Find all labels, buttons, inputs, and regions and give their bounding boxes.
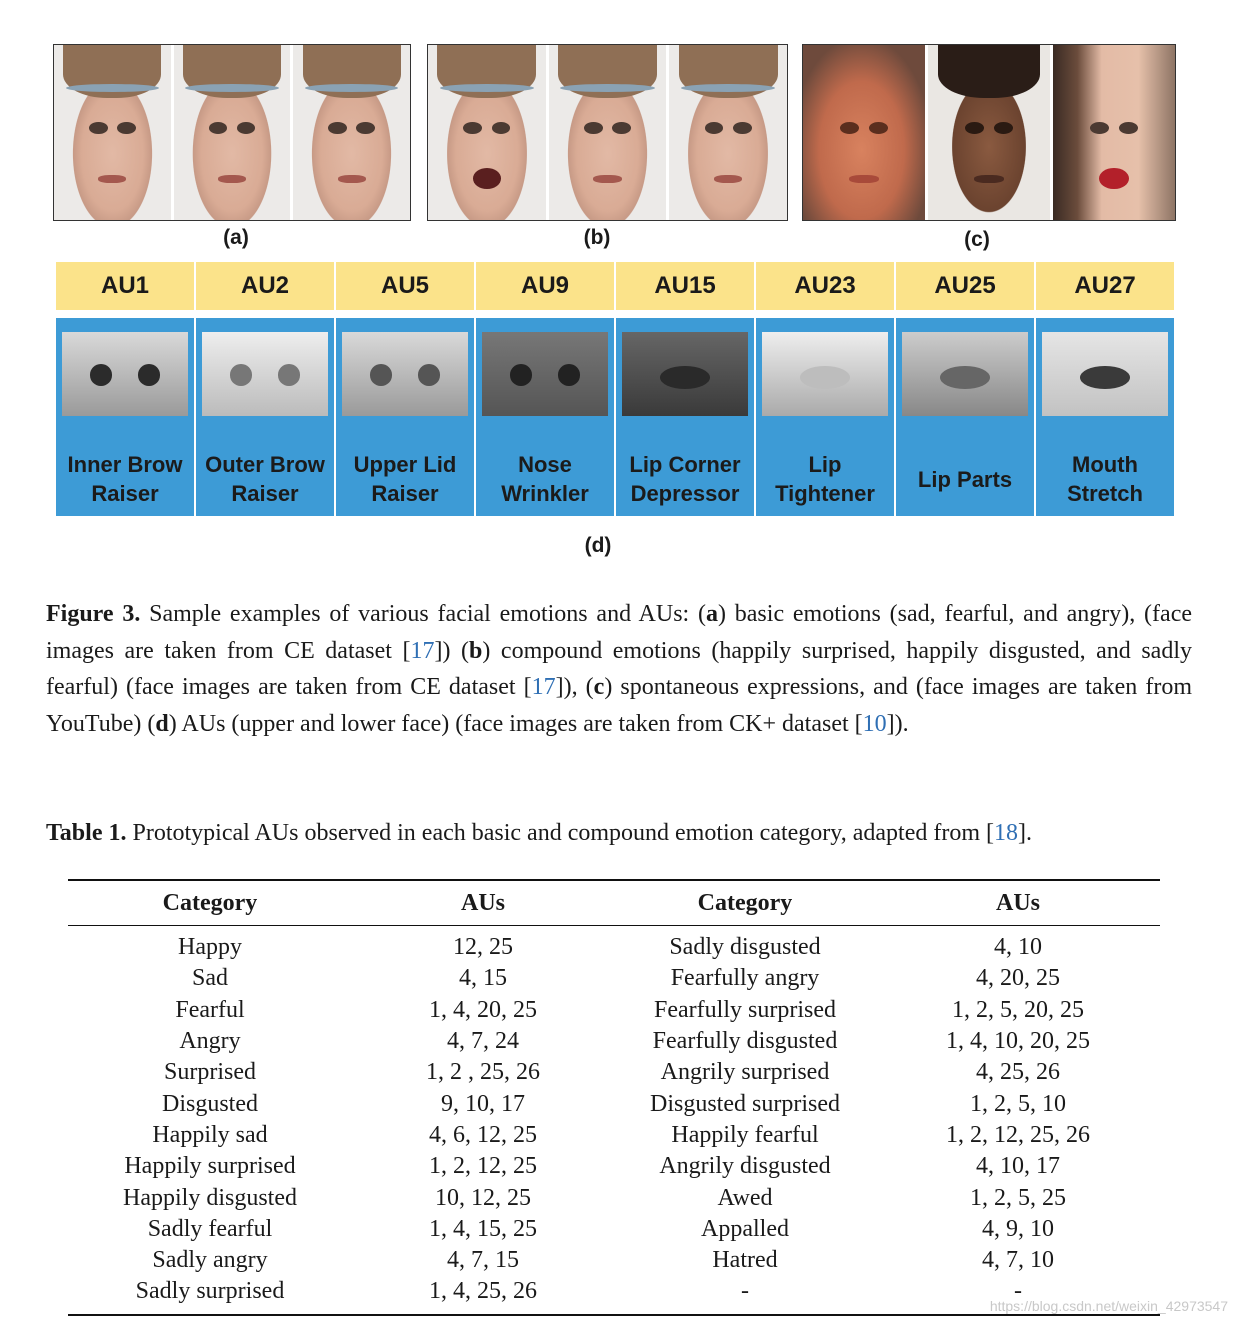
caption-text: ) spontaneous expressions, and (face images are taken from YouTube) (	[46, 674, 1192, 737]
caption-text: Prototypical AUs observed in each basic and compound emotion category, adapted from [	[126, 820, 995, 846]
au-cell	[896, 318, 1036, 516]
caption-text: ]), (	[555, 674, 594, 700]
panel-a-images	[53, 44, 411, 221]
table-cell: Fearfully surprised	[654, 996, 836, 1023]
table-cell: Happily surprised	[124, 1153, 296, 1180]
table-row	[68, 1151, 1160, 1182]
caption-letter: c	[593, 674, 605, 700]
table-cell: 4, 7, 15	[447, 1247, 519, 1274]
table-cell: 1, 2, 5, 20, 25	[952, 996, 1084, 1023]
table-row	[68, 963, 1160, 994]
column-header: Category	[162, 889, 258, 916]
table-row	[68, 932, 1160, 963]
table-caption	[46, 815, 1192, 852]
table-cell: 1, 4, 20, 25	[429, 996, 537, 1023]
table-body	[68, 932, 1160, 1308]
au-image-eyes	[202, 332, 328, 416]
caption-letter: b	[469, 637, 483, 664]
table-cell: Appalled	[701, 1215, 789, 1242]
table-cell: Sadly fearful	[147, 1215, 273, 1242]
au-image-eyes	[62, 332, 188, 416]
table-cell: Surprised	[164, 1059, 256, 1086]
table-header-row	[68, 881, 1160, 925]
table-cell: 1, 4, 10, 20, 25	[946, 1028, 1090, 1055]
table-cell: 4, 15	[459, 965, 507, 992]
table-row	[68, 1214, 1160, 1245]
caption-text: ]).	[886, 710, 909, 737]
table-cell: Angry	[179, 1028, 241, 1055]
au-image-mouth	[622, 332, 748, 416]
au-code: AU25	[896, 262, 1036, 310]
au-code: AU9	[476, 262, 616, 310]
table-row	[68, 1026, 1160, 1057]
table-cell: Happy	[178, 934, 242, 961]
au-name: Lip Corner Depressor	[629, 452, 741, 506]
table-row	[68, 1088, 1160, 1119]
au-image-mouth	[762, 332, 888, 416]
table-cell: Awed	[717, 1184, 773, 1211]
watermark: https://blog.csdn.net/weixin_42973547	[989, 1298, 1228, 1314]
au-image-eyes	[342, 332, 468, 416]
table-cell: 1, 2 , 25, 26	[426, 1059, 540, 1086]
caption-letter: d	[155, 710, 169, 737]
face-image-happily-surprised	[428, 45, 549, 220]
face-image-angry	[293, 45, 410, 220]
table-cell: 1, 2, 12, 25, 26	[946, 1121, 1090, 1148]
table-row	[68, 1057, 1160, 1088]
panel-c-images	[802, 44, 1176, 221]
face-image-spontaneous-3	[1053, 45, 1175, 220]
au-table	[68, 879, 1160, 1316]
table-cell: 4, 7, 24	[447, 1028, 519, 1055]
column-header: AUs	[995, 889, 1040, 916]
au-cell	[196, 318, 336, 516]
table-cell: Disgusted surprised	[650, 1090, 840, 1117]
table-cell: Hatred	[712, 1247, 778, 1274]
table-row	[68, 995, 1160, 1026]
au-cell	[756, 318, 896, 516]
face-image-happily-disgusted	[549, 45, 670, 220]
figure-label: Figure 3.	[46, 601, 141, 627]
table-cell: -	[1014, 1278, 1022, 1305]
au-code: AU2	[196, 262, 336, 310]
table-cell: 4, 9, 10	[982, 1215, 1054, 1242]
table-cell: 4, 25, 26	[976, 1059, 1060, 1086]
au-name: Lip Parts	[917, 466, 1013, 492]
table-cell: 4, 20, 25	[976, 965, 1060, 992]
citation-link[interactable]: 18	[994, 820, 1019, 846]
face-image-fearful	[174, 45, 294, 220]
au-code: AU15	[616, 262, 756, 310]
au-cell	[616, 318, 756, 516]
table-row	[68, 1120, 1160, 1151]
table-cell: 1, 4, 15, 25	[429, 1215, 537, 1242]
caption-letter: a	[706, 601, 718, 627]
caption-text: ].	[1018, 820, 1033, 846]
citation-link[interactable]: 17	[531, 674, 556, 700]
table-cell: Happily fearful	[671, 1121, 819, 1148]
face-image-spontaneous-1	[803, 45, 928, 220]
panel-a-label: (a)	[223, 226, 249, 249]
face-image-sadly-fearful	[669, 45, 787, 220]
panel-b-images	[427, 44, 788, 221]
panel-b-label: (b)	[583, 226, 611, 249]
column-header: Category	[697, 889, 793, 916]
citation-link[interactable]: 17	[410, 637, 435, 664]
table-cell: Sad	[192, 965, 228, 992]
table-cell: Fearfully disgusted	[652, 1028, 838, 1055]
face-image-spontaneous-2	[928, 45, 1053, 220]
table-cell: 4, 10	[994, 934, 1042, 961]
table-row	[68, 1182, 1160, 1213]
caption-text: ]) (	[434, 637, 470, 664]
table-cell: Angrily disgusted	[659, 1153, 831, 1180]
au-cell	[56, 318, 196, 516]
au-code: AU5	[336, 262, 476, 310]
au-image-mouth	[1042, 332, 1168, 416]
table-cell: Sadly angry	[152, 1247, 268, 1274]
face-image-sad	[54, 45, 174, 220]
table-cell: Happily sad	[152, 1121, 268, 1148]
caption-text: ) basic emotions (sad, fearful, and angry), (face images are taken from CE dataset [	[46, 601, 1192, 664]
au-cell	[1036, 318, 1174, 516]
au-cell	[476, 318, 616, 516]
table-label: Table 1.	[46, 820, 127, 846]
au-image-nose	[482, 332, 608, 416]
au-cell	[336, 318, 476, 516]
au-name: Outer Brow Raiser	[205, 452, 325, 506]
au-header-row	[56, 262, 1174, 310]
au-name: Lip Tightener	[775, 452, 875, 506]
au-code: AU27	[1074, 272, 1136, 299]
caption-text: ) compound emotions (happily surprised, happily disgusted, and sadly fearful) (face images are taken from CE dataset [	[46, 637, 1192, 700]
table-cell: 4, 10, 17	[976, 1153, 1060, 1180]
au-name: Upper Lid Raiser	[353, 452, 457, 506]
table-row	[68, 1245, 1160, 1276]
table-cell: 1, 2, 5, 25	[970, 1184, 1066, 1211]
table-cell: 9, 10, 17	[441, 1090, 525, 1117]
au-body-row	[56, 318, 1174, 516]
au-code: AU23	[756, 262, 896, 310]
caption-text: ) AUs (upper and lower face) (face images are taken from CK+ dataset [	[168, 710, 863, 737]
table-cell: Angrily surprised	[660, 1059, 830, 1086]
table-cell: 10, 12, 25	[435, 1184, 531, 1211]
table-cell: Disgusted	[162, 1090, 258, 1117]
au-image-mouth	[902, 332, 1028, 416]
figure-caption	[46, 596, 1192, 742]
table-cell: -	[741, 1278, 749, 1305]
table-cell: Fearfully angry	[670, 965, 820, 992]
au-code: AU1	[56, 262, 196, 310]
au-name: Inner Brow Raiser	[67, 452, 183, 506]
table-cell: 1, 4, 25, 26	[429, 1278, 537, 1305]
caption-text: Sample examples of various facial emotions and AUs: (	[140, 601, 706, 627]
table-cell: 4, 7, 10	[982, 1247, 1054, 1274]
panel-d-label: (d)	[584, 534, 612, 557]
table-cell: Fearful	[175, 996, 245, 1023]
citation-link[interactable]: 10	[862, 710, 887, 737]
table-cell: 12, 25	[453, 934, 513, 961]
table-cell: 1, 2, 12, 25	[429, 1153, 537, 1180]
au-name: Mouth Stretch	[1067, 452, 1143, 506]
table-cell: Sadly surprised	[135, 1278, 285, 1305]
table-cell: Happily disgusted	[123, 1184, 297, 1211]
panel-c-label: (c)	[964, 228, 990, 251]
table-cell: 4, 6, 12, 25	[429, 1121, 537, 1148]
au-name: Nose Wrinkler	[501, 452, 589, 506]
table-cell: Sadly disgusted	[669, 934, 821, 961]
table-cell: 1, 2, 5, 10	[970, 1090, 1066, 1117]
column-header: AUs	[460, 889, 505, 916]
